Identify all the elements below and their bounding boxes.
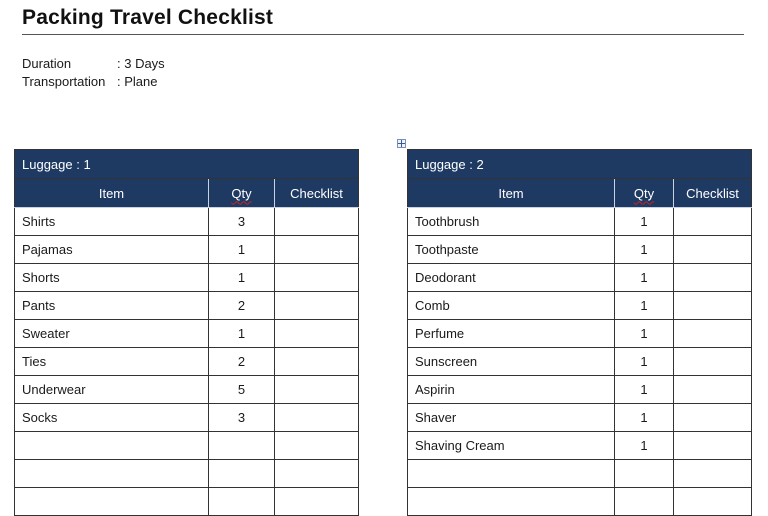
table-row bbox=[15, 348, 359, 376]
table-row bbox=[408, 264, 752, 292]
table-row bbox=[15, 292, 359, 320]
qty-cell[interactable]: 1 bbox=[615, 432, 674, 460]
table-row bbox=[15, 376, 359, 404]
item-cell[interactable]: Toothbrush bbox=[408, 208, 615, 236]
duration-label: Duration bbox=[22, 56, 72, 71]
item-cell[interactable]: Ties bbox=[15, 348, 209, 376]
checklist-column-header: Checklist bbox=[674, 179, 752, 208]
table-row bbox=[15, 404, 359, 432]
table-row bbox=[408, 292, 752, 320]
checklist-cell[interactable] bbox=[674, 208, 752, 236]
qty-cell[interactable]: 1 bbox=[615, 320, 674, 348]
qty-cell[interactable] bbox=[615, 460, 674, 488]
item-cell[interactable]: Sweater bbox=[15, 320, 209, 348]
luggage-2-rows bbox=[408, 208, 752, 516]
item-cell[interactable] bbox=[15, 460, 209, 488]
transportation-row bbox=[22, 73, 165, 91]
checklist-cell[interactable] bbox=[674, 348, 752, 376]
qty-cell[interactable]: 1 bbox=[615, 348, 674, 376]
checklist-cell[interactable] bbox=[275, 264, 359, 292]
table-row bbox=[15, 236, 359, 264]
item-cell[interactable]: Toothpaste bbox=[408, 236, 615, 264]
title-divider bbox=[22, 34, 744, 35]
item-cell[interactable]: Perfume bbox=[408, 320, 615, 348]
luggage-2-title: Luggage : 2 bbox=[408, 150, 752, 179]
checklist-cell[interactable] bbox=[674, 460, 752, 488]
qty-cell[interactable]: 1 bbox=[615, 376, 674, 404]
qty-column-header bbox=[209, 179, 275, 208]
item-cell[interactable]: Sunscreen bbox=[408, 348, 615, 376]
qty-cell[interactable]: 1 bbox=[209, 320, 275, 348]
table-row bbox=[15, 488, 359, 516]
qty-cell[interactable]: 1 bbox=[615, 404, 674, 432]
item-cell[interactable] bbox=[408, 488, 615, 516]
table-row bbox=[408, 432, 752, 460]
move-arrows-icon-glyph bbox=[398, 140, 405, 147]
transportation-label: Transportation bbox=[22, 74, 106, 89]
table-row bbox=[408, 488, 752, 516]
checklist-cell[interactable] bbox=[275, 404, 359, 432]
luggage-1-rows bbox=[15, 208, 359, 516]
qty-header-label: Qty bbox=[231, 185, 252, 201]
qty-cell[interactable]: 1 bbox=[615, 236, 674, 264]
table-row bbox=[15, 432, 359, 460]
qty-cell[interactable]: 1 bbox=[615, 264, 674, 292]
checklist-cell[interactable] bbox=[275, 320, 359, 348]
duration-value[interactable]: : 3 Days bbox=[117, 56, 165, 71]
qty-header-label: Qty bbox=[633, 185, 655, 201]
item-cell[interactable]: Comb bbox=[408, 292, 615, 320]
table-row bbox=[408, 460, 752, 488]
qty-cell[interactable]: 3 bbox=[209, 208, 275, 236]
checklist-cell[interactable] bbox=[674, 264, 752, 292]
checklist-column-header: Checklist bbox=[275, 179, 359, 208]
qty-column-header bbox=[615, 179, 674, 208]
checklist-cell[interactable] bbox=[275, 488, 359, 516]
item-cell[interactable]: Shorts bbox=[15, 264, 209, 292]
table-row bbox=[408, 376, 752, 404]
checklist-cell[interactable] bbox=[275, 292, 359, 320]
qty-cell[interactable] bbox=[209, 432, 275, 460]
table-row bbox=[15, 460, 359, 488]
checklist-cell[interactable] bbox=[674, 488, 752, 516]
qty-cell[interactable]: 2 bbox=[209, 348, 275, 376]
table-row bbox=[408, 236, 752, 264]
table-row bbox=[408, 208, 752, 236]
checklist-cell[interactable] bbox=[275, 348, 359, 376]
item-column-header: Item bbox=[408, 179, 615, 208]
qty-cell[interactable]: 1 bbox=[209, 264, 275, 292]
item-cell[interactable]: Underwear bbox=[15, 376, 209, 404]
qty-cell[interactable] bbox=[209, 460, 275, 488]
checklist-cell[interactable] bbox=[275, 460, 359, 488]
trip-info bbox=[22, 55, 165, 91]
item-cell[interactable]: Pajamas bbox=[15, 236, 209, 264]
item-cell[interactable] bbox=[15, 488, 209, 516]
qty-cell[interactable] bbox=[209, 488, 275, 516]
qty-cell[interactable]: 2 bbox=[209, 292, 275, 320]
move-arrows-icon[interactable] bbox=[397, 139, 406, 148]
luggage-1-table bbox=[14, 149, 359, 516]
checklist-cell[interactable] bbox=[275, 236, 359, 264]
qty-cell[interactable]: 1 bbox=[209, 236, 275, 264]
transportation-value[interactable]: : Plane bbox=[117, 74, 158, 89]
qty-cell[interactable]: 1 bbox=[615, 208, 674, 236]
qty-cell[interactable]: 1 bbox=[615, 292, 674, 320]
checklist-cell[interactable] bbox=[674, 376, 752, 404]
table-row bbox=[408, 320, 752, 348]
table-row bbox=[15, 264, 359, 292]
item-cell[interactable]: Pants bbox=[15, 292, 209, 320]
luggage-1-title: Luggage : 1 bbox=[15, 150, 359, 179]
qty-cell[interactable] bbox=[615, 488, 674, 516]
checklist-cell[interactable] bbox=[275, 376, 359, 404]
item-cell[interactable]: Aspirin bbox=[408, 376, 615, 404]
table-row bbox=[15, 208, 359, 236]
checklist-cell[interactable] bbox=[674, 292, 752, 320]
table-row bbox=[15, 320, 359, 348]
table-row bbox=[408, 348, 752, 376]
checklist-cell[interactable] bbox=[674, 320, 752, 348]
checklist-cell[interactable] bbox=[275, 208, 359, 236]
item-cell[interactable]: Deodorant bbox=[408, 264, 615, 292]
luggage-2-table bbox=[407, 149, 752, 516]
page-title: Packing Travel Checklist bbox=[22, 6, 274, 29]
item-cell[interactable]: Shaving Cream bbox=[408, 432, 615, 460]
item-column-header: Item bbox=[15, 179, 209, 208]
checklist-cell[interactable] bbox=[674, 236, 752, 264]
item-cell[interactable]: Socks bbox=[15, 404, 209, 432]
duration-row bbox=[22, 55, 165, 73]
checklist-cell[interactable] bbox=[674, 432, 752, 460]
item-cell[interactable] bbox=[408, 460, 615, 488]
qty-cell[interactable]: 3 bbox=[209, 404, 275, 432]
item-cell[interactable] bbox=[15, 432, 209, 460]
item-cell[interactable]: Shirts bbox=[15, 208, 209, 236]
checklist-cell[interactable] bbox=[674, 404, 752, 432]
qty-cell[interactable]: 5 bbox=[209, 376, 275, 404]
table-row bbox=[408, 404, 752, 432]
item-cell[interactable]: Shaver bbox=[408, 404, 615, 432]
checklist-cell[interactable] bbox=[275, 432, 359, 460]
